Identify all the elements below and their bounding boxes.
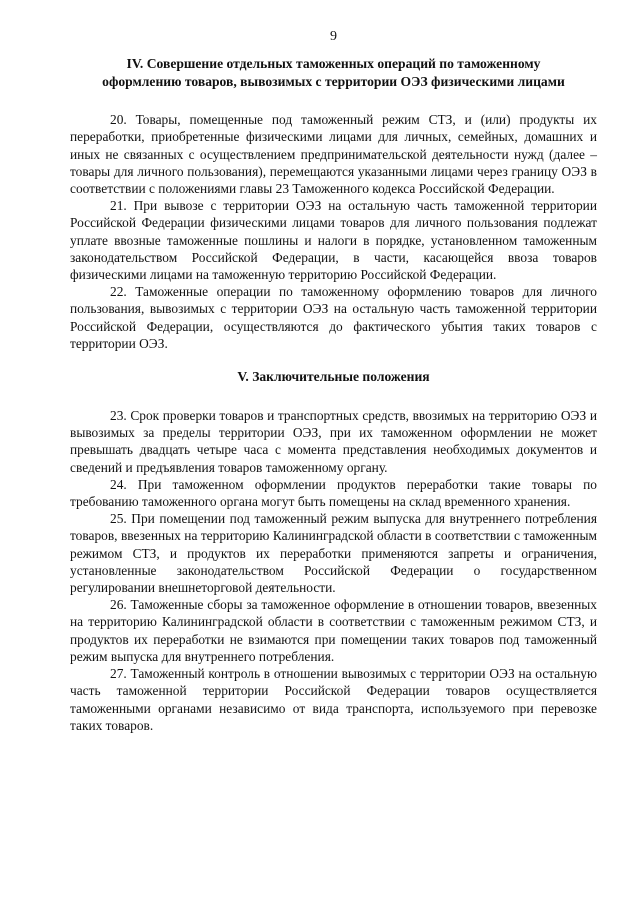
section-iv-title xyxy=(70,55,597,91)
paragraph-21: 21. При вывозе с территории ОЭЗ на остальную часть таможенной территории Российской Федерации физическими лицами товаров для личного пользования подлежат уплате ввозные таможенные пошлины и налоги в порядке, установленном таможенным законодательством Российской Федерации, в части, касающейся ввоза товаров физическими лицами на таможенную территорию Российской Федерации. xyxy=(70,198,597,283)
paragraph-26: 26. Таможенные сборы за таможенное оформление в отношении товаров, ввезенных на территорию Калининградской области в соответствии с таможенным режимом СТЗ, и продуктов их переработки не взимаются при помещении таких товаров под таможенный режим выпуска для внутреннего потребления. xyxy=(70,597,597,664)
paragraph-22: 22. Таможенные операции по таможенному оформлению товаров для личного пользования, вывозимых с территории ОЭЗ на остальную часть таможенной территории Российской Федерации, осуществляются до фактического убытия таких товаров с территории ОЭЗ. xyxy=(70,284,597,351)
paragraph-25: 25. При помещении под таможенный режим выпуска для внутреннего потребления товаров, ввезенных на территорию Калининградской области в соответствии с таможенным режимом СТЗ, и продуктов их переработки применяются запреты и ограничения, установленные законодательством Российской Федерации о государственном регулировании внешнеторговой деятельности. xyxy=(70,511,597,596)
page-number: 9 xyxy=(330,29,337,44)
paragraph-24: 24. При таможенном оформлении продуктов переработки такие товары по требованию таможенного органа могут быть помещены на склад временного хранения. xyxy=(70,476,597,510)
section-iv-title-line-2: оформлению товаров, вывозимых с территории ОЭЗ физическими лицами xyxy=(102,74,565,90)
paragraph-20: 20. Товары, помещенные под таможенный режим СТЗ, и (или) продукты их переработки, приобретенные физическими лицами для личных, семейных, домашних и иных не связанных с осуществлением предпринимательской деятельности нужд (далее – товары для личного пользования), перемещаются указанными лицами через границу ОЭЗ в соответствии с положениями главы 23 Таможенного кодекса Российской Федерации. xyxy=(70,112,597,197)
section-iv-title-line-1: IV. Совершение отдельных таможенных операций по таможенному xyxy=(126,56,541,72)
section-v-title: V. Заключительные положения xyxy=(237,369,430,385)
paragraph-27: 27. Таможенный контроль в отношении вывозимых с территории ОЭЗ на остальную часть таможенной территории Российской Федерации товаров осуществляется таможенными органами независимо от вида транспорта, используемого при перевозке таких товаров. xyxy=(70,666,597,733)
paragraph-23: 23. Срок проверки товаров и транспортных средств, ввозимых на территорию ОЭЗ и вывозимых за пределы территории ОЭЗ, при их таможенном оформлении не может превышать двадцать четыре часа с момента представления необходимых документов и сведений и предъявления товаров таможенному органу. xyxy=(70,408,597,475)
